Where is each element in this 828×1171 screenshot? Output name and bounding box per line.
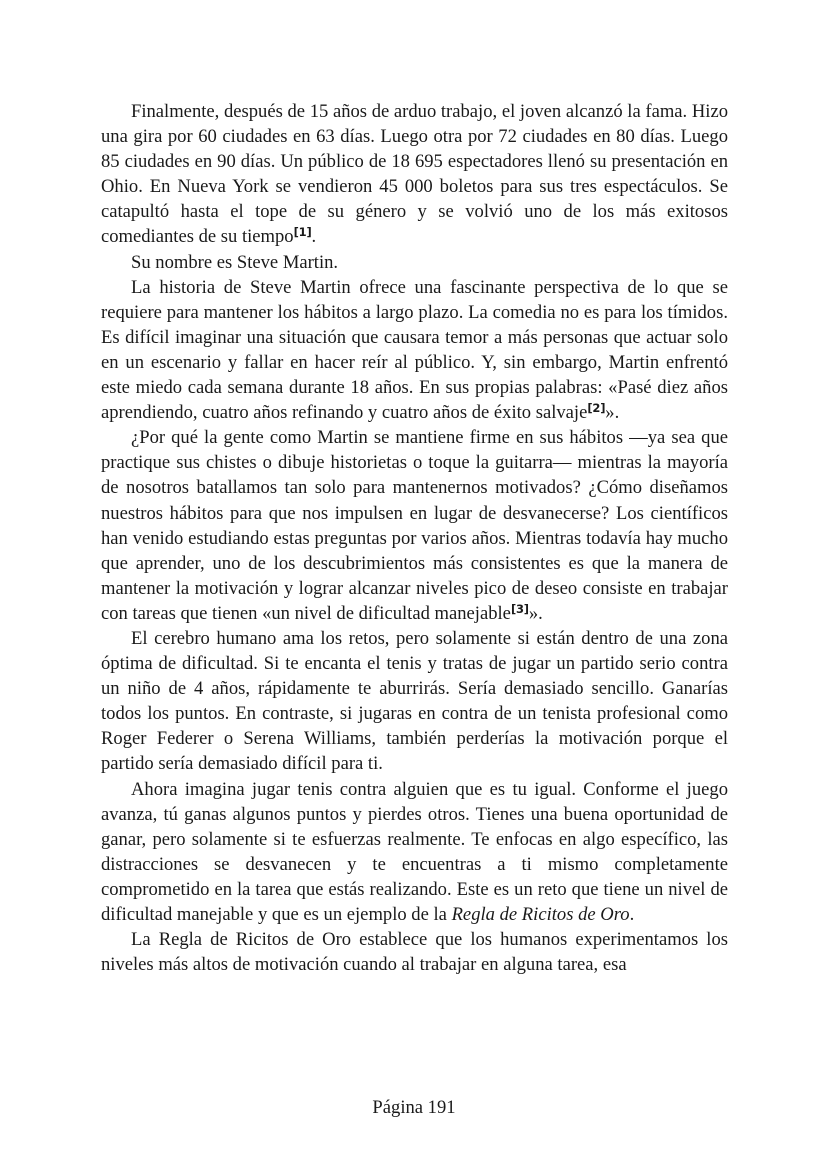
italic-term: Regla de Ricitos de Oro bbox=[451, 904, 630, 925]
paragraph-tail: ». bbox=[528, 602, 543, 624]
paragraph-text: Su nombre es Steve Martin. bbox=[131, 251, 339, 273]
paragraph-tail: ». bbox=[605, 402, 620, 424]
footnote-ref-1[interactable]: [1] bbox=[293, 225, 312, 240]
paragraph-tail: . bbox=[311, 226, 317, 248]
paragraph-text: Ahora imagina jugar tenis contra alguien que es tu igual. Conforme el juego avanza, tú ganas algunos puntos y pierdes otros. Tienes una buena oportunidad de ganar, pero solamente si te esfuerzas realmente. Te enfocas en algo específico, las distracciones se desvanecen y te encuentras a ti mismo completamente comprometido en la tarea que estás realizando. Este es un reto que tiene un nivel de dificultad manejable y que es un ejemplo de la bbox=[101, 778, 728, 925]
footnote-ref-2[interactable]: [2] bbox=[587, 401, 606, 416]
paragraph-question bbox=[101, 425, 728, 626]
paragraph-tennis bbox=[101, 777, 728, 928]
paragraph-fame bbox=[101, 99, 728, 250]
paragraph-name bbox=[101, 250, 728, 275]
paragraph-brain bbox=[101, 626, 728, 777]
paragraph-text: Finalmente, después de 15 años de arduo trabajo, el joven alcanzó la fama. Hizo una gira por 60 ciudades en 63 días. Luego otra por 72 ciudades en 80 días. Luego 85 ciudades en 90 días. Un público de 18 695 espectadores llenó su presentación en Ohio. En Nueva York se vendieron 45 000 boletos para sus tres espectáculos. Se catapultó hasta el tope de su género y se volvió uno de los más exitosos comediantes de su tiempo bbox=[101, 101, 728, 248]
paragraph-text: El cerebro humano ama los retos, pero solamente si están dentro de una zona óptima de dificultad. Si te encanta el tenis y tratas de jugar un partido serio contra un niño de 4 años, rápidamente te aburrirás. Sería demasiado sencillo. Ganarías todos los puntos. En contraste, si jugaras en contra de un tenista profesional como Roger Federer o Serena Williams, también perderías la motivación porque el partido sería demasiado difícil para ti. bbox=[101, 627, 728, 775]
paragraph-story bbox=[101, 275, 728, 426]
paragraph-text: ¿Por qué la gente como Martin se mantiene firme en sus hábitos —ya sea que practique sus chistes o dibuje historietas o toque la guitarra— mientras la mayoría de nosotros batallamos tan solo para mantenernos motivados? ¿Cómo diseñamos nuestros hábitos para que nos impulsen en lugar de desvanecerse? Los científicos han venido estudiando estas preguntas por varios años. Mientras todavía hay mucho que aprender, uno de los descubrimientos más consistentes es que la manera de mantener la motivación y lograr alcanzar niveles pico de deseo consiste en trabajar con tareas que tienen «un nivel de dificultad manejable bbox=[101, 427, 728, 624]
page-number: Página 191 bbox=[372, 1097, 456, 1118]
page-body bbox=[101, 99, 728, 977]
paragraph-goldilocks bbox=[101, 927, 728, 977]
paragraph-tail: . bbox=[629, 904, 635, 925]
paragraph-text: La historia de Steve Martin ofrece una fascinante perspectiva de lo que se requiere para mantener los hábitos a largo plazo. La comedia no es para los tímidos. Es difícil imaginar una situación que causara temor a más personas que actuar solo en un escenario y fallar en hacer reír al público. Y, sin embargo, Martin enfrentó este miedo cada semana durante 18 años. En sus propias palabras: «Pasé diez años aprendiendo, cuatro años refinando y cuatro años de éxito salvaje bbox=[101, 276, 728, 424]
paragraph-text: La Regla de Ricitos de Oro establece que los humanos experimentamos los niveles más altos de motivación cuando al trabajar en alguna tarea, esa bbox=[101, 929, 728, 976]
footnote-ref-3[interactable]: [3] bbox=[510, 601, 529, 616]
